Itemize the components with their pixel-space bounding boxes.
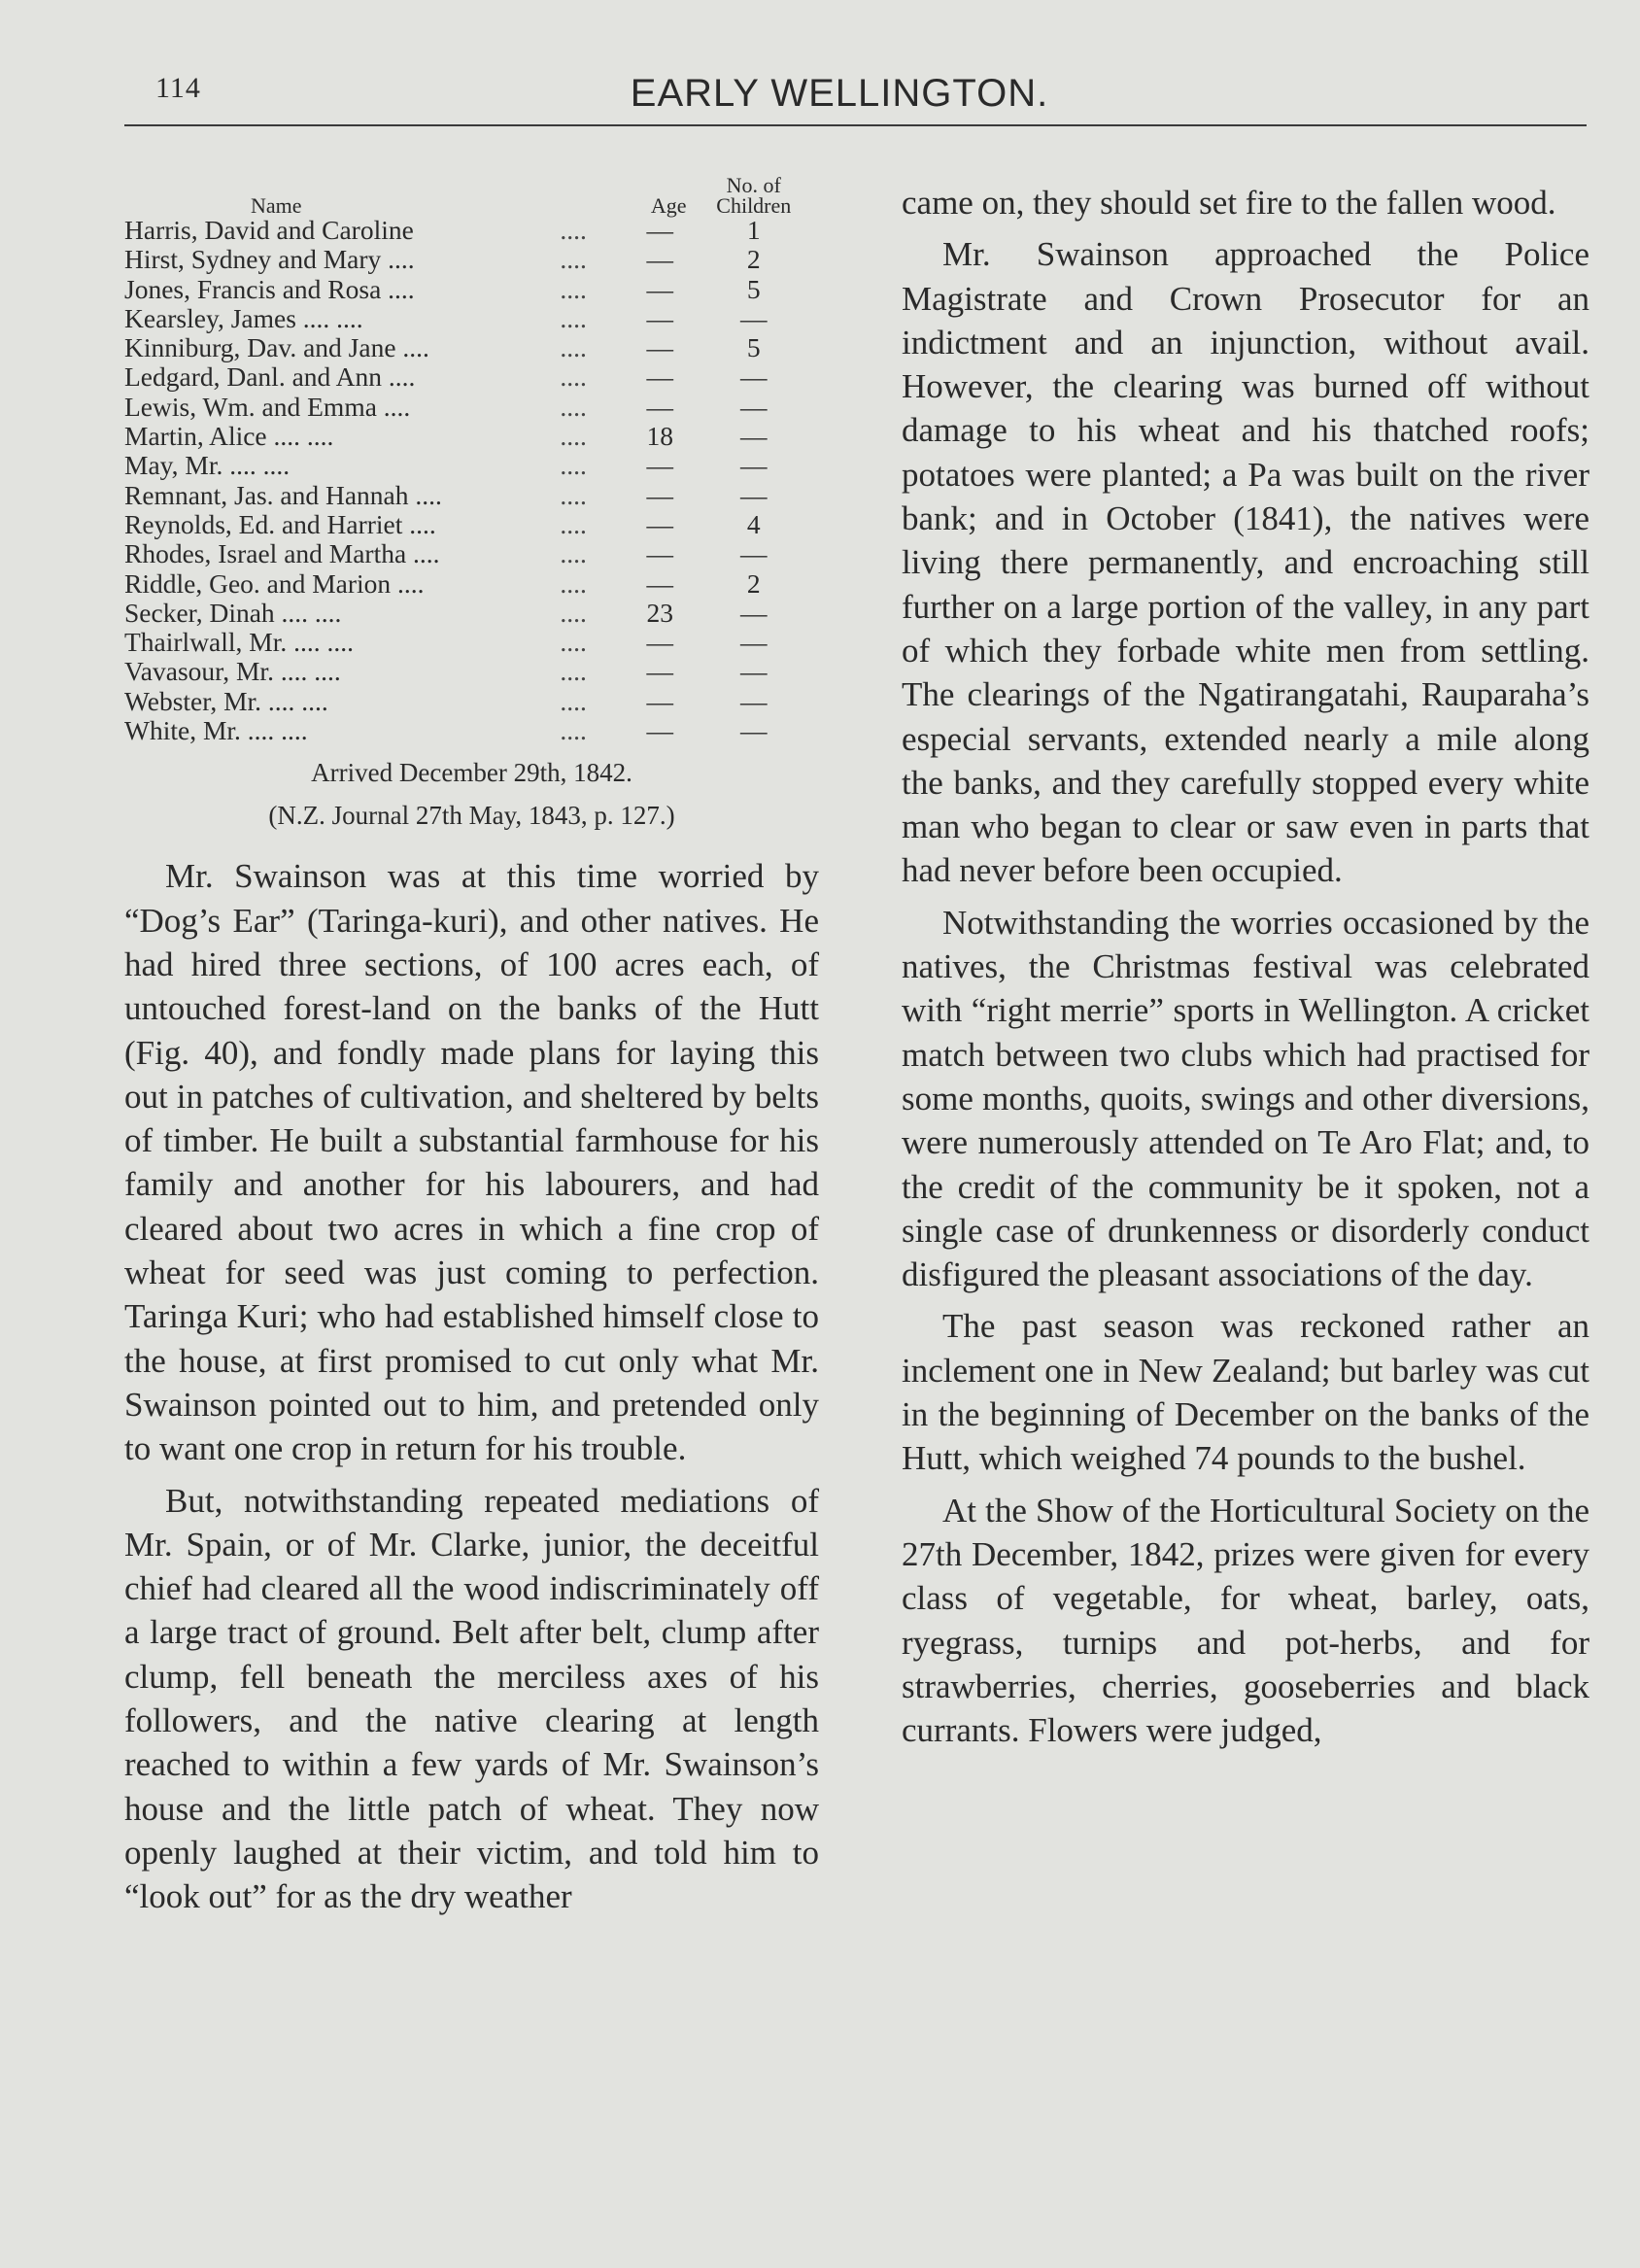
row-children: — xyxy=(740,597,768,628)
row-age: — xyxy=(646,479,673,510)
row-age: — xyxy=(646,627,673,658)
row-name: Remnant, Jas. and Hannah .... xyxy=(124,479,442,510)
paragraph: Mr. Swainson was at this time worried by “Dog’s Ear” (Taringa-kuri), and other natives. He had hired three sections, of 100 acres each, of untouched forest-land on the banks of the Hutt (Fig. 40), and fondly made plans for laying this out in patches of cultivation, and sheltered by belts of timber. He built a substantial farmhouse for his family and another for his labourers, and had cleared about two acres in which a fine crop of wheat for seed was just coming to perfection. Taringa Kuri; who had established himself close to the house, at first promised to cut only what Mr. Swainson pointed out to him, and pretended only to want one crop in return for his trouble. xyxy=(124,857,819,1468)
row-dots: .... xyxy=(560,479,587,510)
table-row xyxy=(124,216,819,245)
table-row xyxy=(124,687,819,716)
running-head: EARLY WELLINGTON. xyxy=(630,72,1049,115)
row-name: Hirst, Sydney and Mary .... xyxy=(124,244,415,275)
row-age: — xyxy=(646,215,673,245)
row-age: — xyxy=(646,273,673,304)
row-children: — xyxy=(740,479,768,510)
row-dots: .... xyxy=(560,361,587,393)
row-children: — xyxy=(740,627,768,658)
row-children: — xyxy=(740,450,768,481)
row-age: — xyxy=(646,302,673,333)
row-children: 2 xyxy=(746,244,761,275)
table-row xyxy=(124,362,819,392)
table-row xyxy=(124,481,819,510)
row-dots: .... xyxy=(560,450,587,481)
name-header: Name xyxy=(251,193,302,218)
table-row xyxy=(124,304,819,333)
table-row xyxy=(124,599,819,628)
row-dots: .... xyxy=(560,273,587,304)
source-caption: (N.Z. Journal 27th May, 1843, p. 127.) xyxy=(268,801,675,831)
right-column xyxy=(902,181,1589,1752)
row-age: — xyxy=(646,685,673,716)
row-dots: .... xyxy=(560,391,587,422)
row-age: — xyxy=(646,508,673,539)
paragraph: But, notwithstanding repeated mediations of Mr. Spain, or of Mr. Clarke, junior, the deceitful chief had cleared all the wood indiscriminately off a large tract of ground. Belt after belt, clump after clump, fell beneath the merciless axes of his followers, and the native clearing at length reached to within a few yards of Mr. Swainson’s house and the little patch of wheat. They now openly laughed at their victim, and told him to “look out” for as the dry weather xyxy=(124,1481,819,1916)
row-dots: .... xyxy=(560,597,587,628)
paragraph: Notwithstanding the worries occasioned by the natives, the Christmas festival was celebrated with “right merrie” sports in Wellington. A cricket match between two clubs which had practised for some months, quoits, swings and other diversions, were numerously attended on Te Aro Flat; and, to the credit of the community be it spoken, not a single case of drunkenness or disorderly conduct disfigured the pleasant associations of the day. xyxy=(902,903,1589,1294)
table-row xyxy=(124,451,819,480)
paragraph: Mr. Swainson approached the Police Magistrate and Crown Prosecutor for an indictment and an injunction, without avail. However, the clearing was burned off without damage to his wheat and his thatched roofs; potatoes were planted; a Pa was built on the river bank; and in October (1841), the natives were living there permanently, and encroaching still further on a large portion of the valley, in any part of which they forbade white men from settling. The clearings of the Ngatirangatahi, Rauparaha’s especial servants, extended nearly a mile along the banks, and they carefully stopped every white man who began to clear or saw even in parts that had never before been occupied. xyxy=(902,235,1589,890)
age-header: Age xyxy=(650,193,687,218)
row-age: — xyxy=(646,332,673,363)
row-dots: .... xyxy=(560,215,587,245)
paragraph-continued: came on, they should set fire to the fallen wood. xyxy=(902,184,1556,222)
row-age: — xyxy=(646,538,673,569)
header-rule xyxy=(124,124,1587,126)
paragraph: At the Show of the Horticultural Society on the 27th December, 1842, prizes were given for every class of vegetable, for wheat, barley, oats, ryegrass, turnips and pot-herbs, and for strawberries, cherries, gooseberries and black currants. Flowers were judged, xyxy=(902,1491,1589,1750)
children-header: No. of Children xyxy=(716,173,792,218)
table-caption xyxy=(124,751,819,837)
left-column xyxy=(124,175,819,1918)
row-name: Jones, Francis and Rosa .... xyxy=(124,273,415,304)
row-age: 18 xyxy=(646,421,673,452)
row-children: 4 xyxy=(746,508,761,539)
table-row xyxy=(124,245,819,274)
row-name: Secker, Dinah .... .... xyxy=(124,597,342,628)
row-dots: .... xyxy=(560,302,587,333)
row-name: Kearsley, James .... .... xyxy=(124,302,363,333)
row-dots: .... xyxy=(560,538,587,569)
table-body xyxy=(124,216,819,745)
arrival-caption: Arrived December 29th, 1842. xyxy=(311,758,632,788)
row-children: — xyxy=(740,361,768,393)
row-name: Lewis, Wm. and Emma .... xyxy=(124,391,411,422)
row-age: 23 xyxy=(646,597,673,628)
row-dots: .... xyxy=(560,715,587,746)
row-dots: .... xyxy=(560,421,587,452)
table-header-row xyxy=(124,175,819,216)
row-name: Vavasour, Mr. .... .... xyxy=(124,656,341,687)
row-dots: .... xyxy=(560,332,587,363)
table-row xyxy=(124,422,819,451)
row-children: — xyxy=(740,421,768,452)
passenger-table xyxy=(124,175,819,745)
table-row xyxy=(124,539,819,568)
row-age: — xyxy=(646,361,673,393)
table-row xyxy=(124,510,819,539)
row-name: White, Mr. .... .... xyxy=(124,715,308,746)
row-age: — xyxy=(646,715,673,746)
table-row xyxy=(124,393,819,422)
row-age: — xyxy=(646,656,673,687)
row-name: Ledgard, Danl. and Ann .... xyxy=(124,361,416,393)
row-children: — xyxy=(740,685,768,716)
row-children: — xyxy=(740,302,768,333)
row-dots: .... xyxy=(560,656,587,687)
row-dots: .... xyxy=(560,685,587,716)
row-name: Riddle, Geo. and Marion .... xyxy=(124,567,425,599)
page-number: 114 xyxy=(155,72,201,104)
row-name: Webster, Mr. .... .... xyxy=(124,685,328,716)
row-dots: .... xyxy=(560,627,587,658)
row-dots: .... xyxy=(560,508,587,539)
row-children: — xyxy=(740,391,768,422)
row-name: Rhodes, Israel and Martha .... xyxy=(124,538,440,569)
row-children: — xyxy=(740,656,768,687)
row-age: — xyxy=(646,450,673,481)
table-row xyxy=(124,716,819,745)
table-row xyxy=(124,628,819,657)
paragraph: The past season was reckoned rather an inclement one in New Zealand; but barley was cut in the beginning of December on the banks of the Hutt, which weighed 74 pounds to the bushel. xyxy=(902,1307,1589,1478)
row-name: Martin, Alice .... .... xyxy=(124,421,334,452)
row-name: Harris, David and Caroline xyxy=(124,215,414,245)
row-dots: .... xyxy=(560,244,587,275)
table-row xyxy=(124,657,819,686)
row-children: 1 xyxy=(746,215,761,245)
table-row xyxy=(124,569,819,599)
row-name: Reynolds, Ed. and Harriet .... xyxy=(124,508,436,539)
row-name: Thairlwall, Mr. .... .... xyxy=(124,627,355,658)
row-children: — xyxy=(740,538,768,569)
row-children: 5 xyxy=(746,273,761,304)
table-row xyxy=(124,275,819,304)
table-row xyxy=(124,333,819,362)
row-children: 5 xyxy=(746,332,761,363)
row-children: — xyxy=(740,715,768,746)
row-age: — xyxy=(646,567,673,599)
row-name: May, Mr. .... .... xyxy=(124,450,290,481)
row-age: — xyxy=(646,391,673,422)
row-dots: .... xyxy=(560,567,587,599)
row-age: — xyxy=(646,244,673,275)
row-name: Kinniburg, Dav. and Jane .... xyxy=(124,332,429,363)
row-children: 2 xyxy=(746,567,761,599)
